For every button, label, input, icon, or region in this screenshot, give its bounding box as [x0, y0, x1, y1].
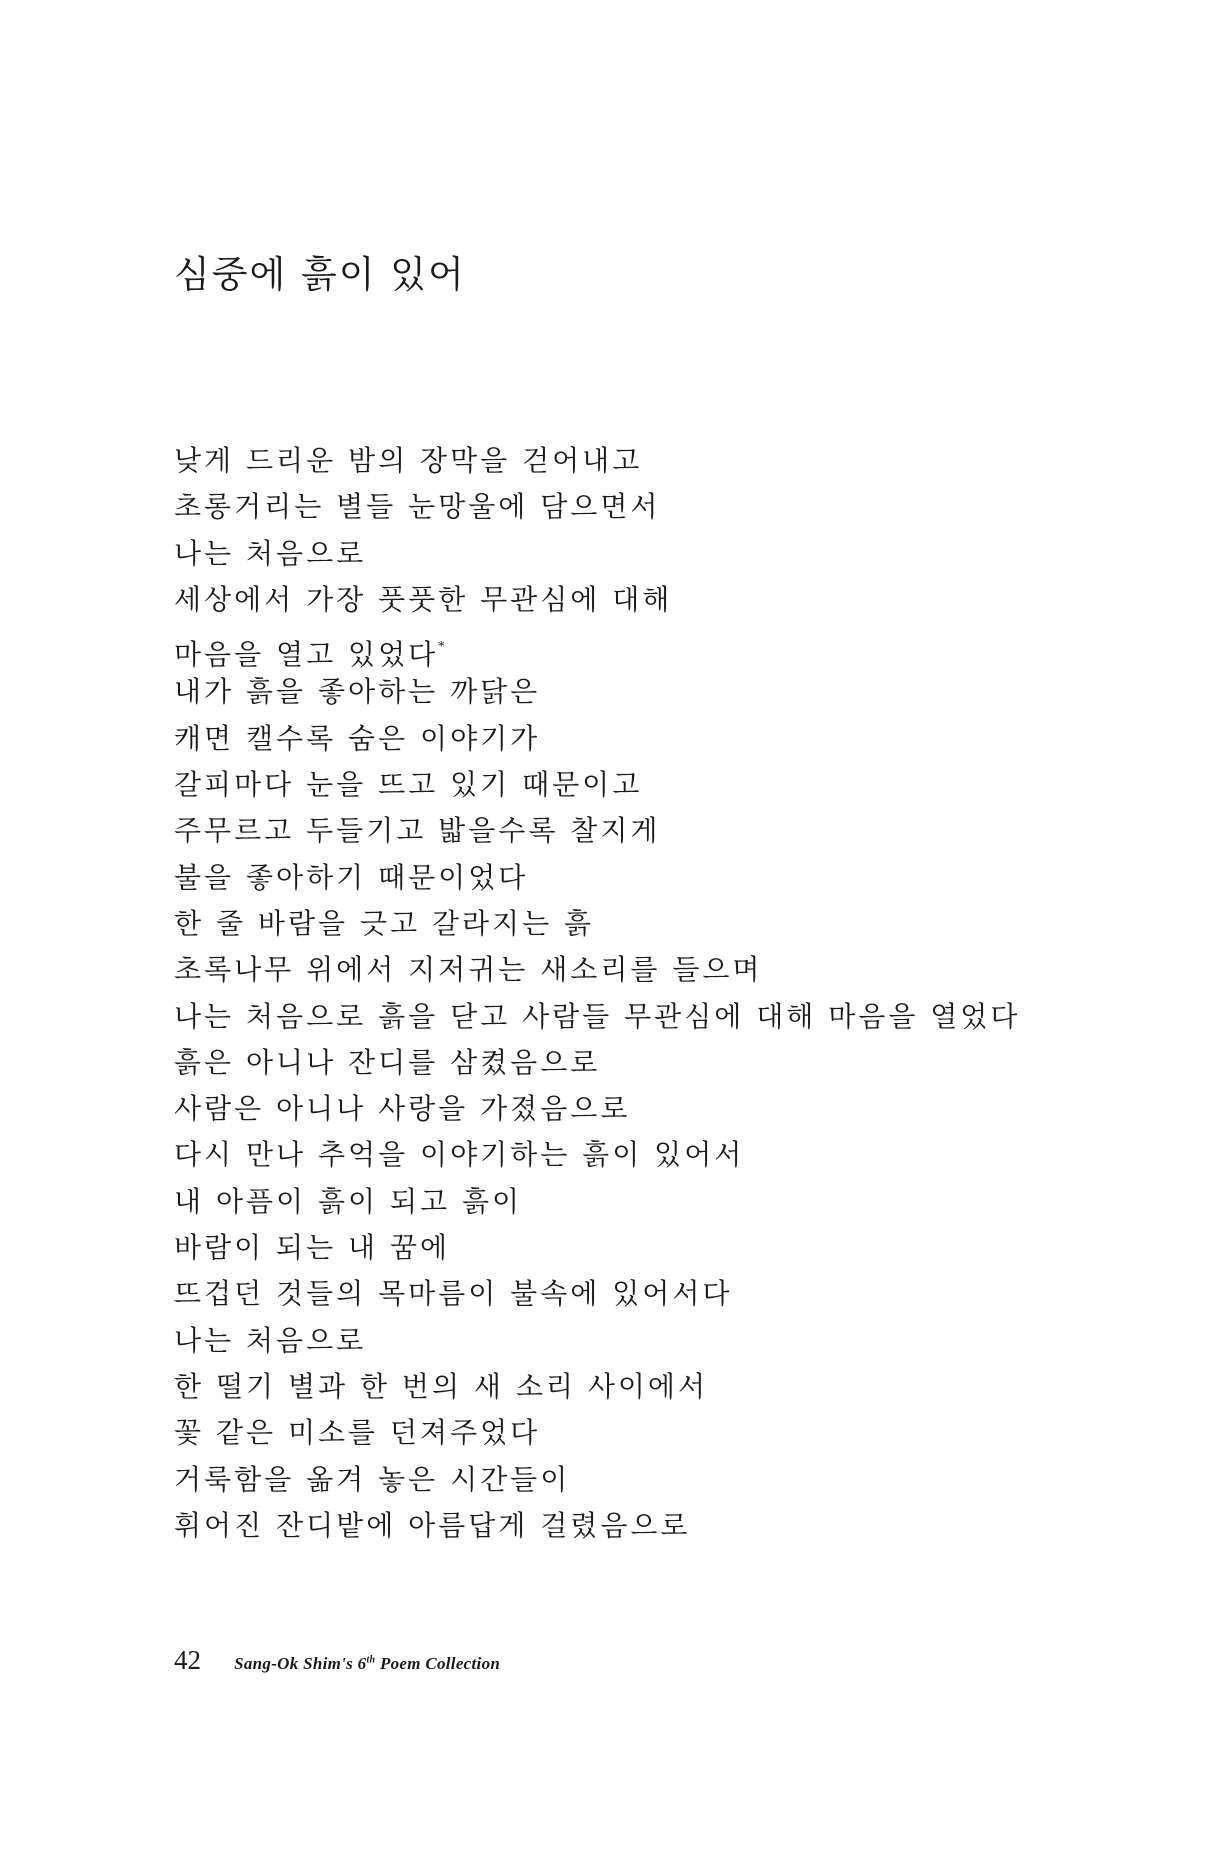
poem-line: 뜨겁던 것들의 목마름이 불속에 있어서다 [174, 1277, 733, 1311]
collection-title-suffix: Poem Collection [375, 1654, 501, 1673]
poem-line: 거룩함을 옮겨 놓은 시간들이 [174, 1462, 571, 1496]
poem-body [174, 438, 1020, 1549]
poem-line: 내가 흙을 좋아하는 까닭은 [174, 675, 541, 709]
poem-line: 초록나무 위에서 지저귀는 새소리를 들으며 [174, 953, 763, 987]
poem-line: 휘어진 잔디밭에 아름답게 걸렸음으로 [174, 1508, 691, 1542]
poem-line: 나는 처음으로 [174, 1323, 367, 1357]
poem-line: 흙은 아니나 잔디를 삼켰음으로 [174, 1045, 601, 1079]
collection-title [234, 1654, 500, 1673]
page-footer [174, 1645, 500, 1676]
poem-line: 세상에서 가장 풋풋한 무관심에 대해 [174, 582, 673, 616]
poem-line: 초롱거리는 별들 눈망울에 담으면서 [174, 490, 661, 524]
poem-line-with-footnote [174, 623, 1020, 672]
poem-title: 심중에 흙이 있어 [174, 253, 466, 296]
poem-line: 캐면 캘수록 숨은 이야기가 [174, 721, 541, 755]
poem-line: 갈피마다 눈을 뜨고 있기 때문이고 [174, 768, 643, 802]
poem-line: 나는 처음으로 흙을 닫고 사람들 무관심에 대해 마음을 열었다 [174, 999, 1021, 1033]
collection-title-prefix: Sang-Ok Shim's 6 [234, 1654, 367, 1673]
poem-line: 다시 만나 추억을 이야기하는 흙이 있어서 [174, 1138, 745, 1172]
poem-line: 사람은 아니나 사랑을 가졌음으로 [174, 1092, 631, 1126]
poem-line: 한 떨기 별과 한 번의 새 소리 사이에서 [174, 1369, 709, 1403]
poem-line: 주무르고 두들기고 밟을수록 찰지게 [174, 814, 661, 848]
poem-line: 나는 처음으로 [174, 536, 367, 570]
collection-title-ordinal: th [366, 1654, 376, 1666]
poem-line: 바람이 되는 내 꿈에 [174, 1231, 451, 1265]
footnote-mark: * [438, 639, 445, 654]
poem-line: 꽃 같은 미소를 던져주었다 [174, 1416, 541, 1450]
poem-line-text: 마음을 열고 있었다 [174, 638, 439, 672]
page-number: 42 [174, 1645, 201, 1675]
poem-line: 한 줄 바람을 긋고 갈라지는 흙 [174, 906, 595, 940]
poem-line: 내 아픔이 흙이 되고 흙이 [174, 1184, 523, 1218]
poem-line: 낮게 드리운 밤의 장막을 걷어내고 [174, 444, 643, 477]
poem-line: 불을 좋아하기 때문이었다 [174, 860, 529, 894]
